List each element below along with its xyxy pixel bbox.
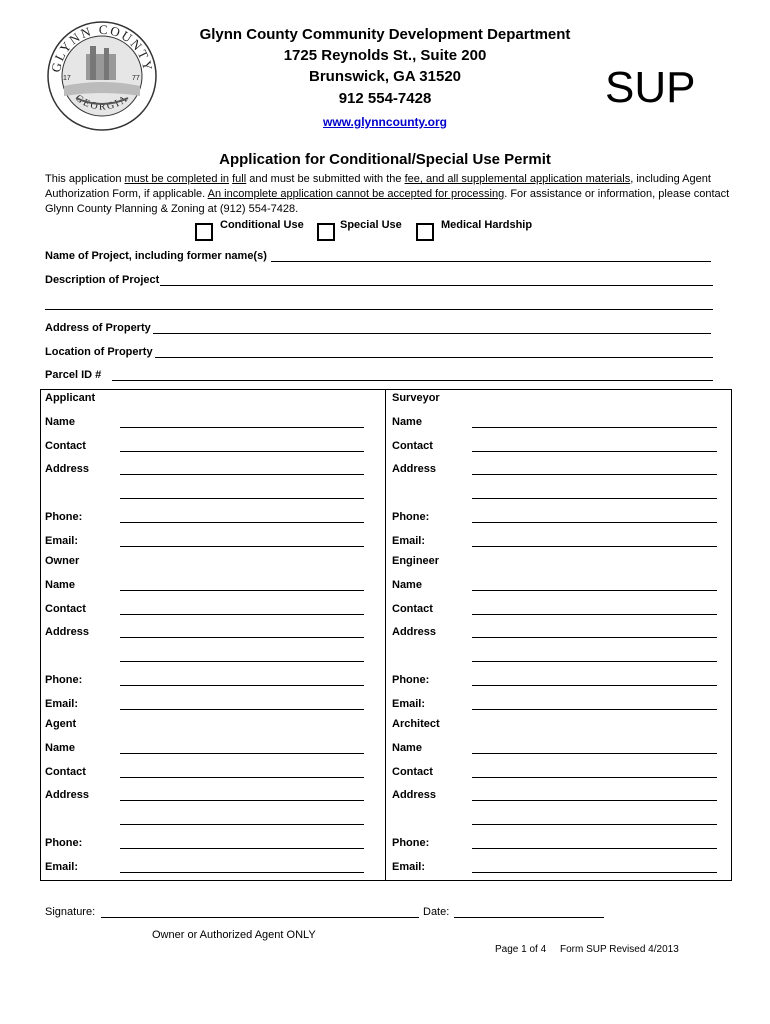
address-field[interactable]	[472, 637, 717, 638]
conditional-use-label: Conditional Use	[220, 219, 304, 231]
address-field[interactable]	[120, 637, 364, 638]
contact-label: Contact	[392, 440, 433, 452]
contacts-divider	[385, 389, 386, 881]
seal-top-text: GLYNN COUNTY	[47, 21, 157, 74]
address-label: Address	[392, 463, 437, 475]
description-field[interactable]	[160, 285, 713, 286]
phone-label: Phone:	[392, 837, 430, 849]
conditional-use-checkbox[interactable]	[195, 223, 213, 241]
email-label: Email:	[392, 535, 426, 547]
signature-field[interactable]	[101, 917, 419, 918]
property-location-field[interactable]	[155, 357, 713, 358]
email-field[interactable]	[120, 709, 364, 710]
contact-label: Contact	[392, 603, 433, 615]
section-heading: Agent	[45, 718, 77, 730]
description-label: Description of Project	[45, 274, 160, 286]
street-address: 1725 Reynolds St., Suite 200	[283, 47, 487, 64]
special-use-checkbox[interactable]	[317, 223, 335, 241]
phone-field[interactable]	[120, 848, 364, 849]
address-field[interactable]	[120, 800, 364, 801]
section-heading: Architect	[392, 718, 440, 730]
contacts-table	[40, 389, 732, 881]
address-label: Address	[45, 789, 90, 801]
website-link[interactable]: www.glynncounty.org	[323, 115, 447, 129]
section-heading: Applicant	[45, 392, 96, 404]
contact-field[interactable]	[472, 451, 717, 452]
contact-field[interactable]	[120, 451, 364, 452]
name-field[interactable]	[472, 427, 717, 428]
parcel-id-label: Parcel ID #	[45, 369, 102, 381]
contact-field[interactable]	[472, 777, 717, 778]
address-line2-field[interactable]	[472, 661, 717, 662]
email-label: Email:	[392, 698, 426, 710]
name-label: Name	[45, 579, 75, 591]
email-field[interactable]	[472, 546, 717, 547]
address-label: Address	[45, 626, 90, 638]
contact-label: Contact	[45, 440, 86, 452]
phone-field[interactable]	[120, 685, 364, 686]
phone-field[interactable]	[120, 522, 364, 523]
signature-note: Owner or Authorized Agent ONLY	[152, 929, 316, 941]
phone-label: Phone:	[45, 674, 83, 686]
property-address-field[interactable]	[153, 333, 711, 334]
address-label: Address	[45, 463, 90, 475]
name-label: Name	[392, 579, 422, 591]
contact-label: Contact	[392, 766, 433, 778]
address-label: Address	[392, 626, 437, 638]
page-number: Page 1 of 4	[495, 944, 547, 955]
phone-number: 912 554-7428	[338, 90, 432, 107]
email-field[interactable]	[120, 546, 364, 547]
email-field[interactable]	[472, 709, 717, 710]
contact-label: Contact	[45, 603, 86, 615]
email-label: Email:	[45, 861, 79, 873]
email-label: Email:	[392, 861, 426, 873]
address-field[interactable]	[120, 474, 364, 475]
parcel-id-field[interactable]	[112, 380, 713, 381]
contact-field[interactable]	[472, 614, 717, 615]
name-field[interactable]	[472, 590, 717, 591]
name-label: Name	[45, 416, 75, 428]
name-field[interactable]	[120, 427, 364, 428]
name-label: Name	[392, 416, 422, 428]
phone-field[interactable]	[472, 848, 717, 849]
medical-hardship-label: Medical Hardship	[441, 219, 533, 231]
seal-bottom-text: GEORGIA	[73, 92, 131, 113]
email-field[interactable]	[120, 872, 364, 873]
description-field-line2[interactable]	[45, 309, 713, 310]
email-label: Email:	[45, 535, 79, 547]
phone-field[interactable]	[472, 685, 717, 686]
address-line2-field[interactable]	[472, 498, 717, 499]
phone-label: Phone:	[392, 511, 430, 523]
form-revision: Form SUP Revised 4/2013	[560, 944, 679, 955]
email-label: Email:	[45, 698, 79, 710]
phone-label: Phone:	[45, 511, 83, 523]
name-label: Name	[45, 742, 75, 754]
seal-left-number: 17	[63, 75, 71, 82]
form-title: Application for Conditional/Special Use Permit	[219, 151, 551, 168]
instructions: This application must be completed in full and must be submitted with the fee, and all supplemental application materials, including Agent Authorization Form, if applicable. An incomplete application cannot be accepted for processing. For assistance or information, please contact Glynn County Planning & Zoning at (912) 554-7428.	[45, 173, 730, 215]
section-heading: Engineer	[392, 555, 440, 567]
date-label: Date:	[423, 906, 450, 918]
address-line2-field[interactable]	[120, 661, 364, 662]
name-field[interactable]	[120, 753, 364, 754]
address-line2-field[interactable]	[472, 824, 717, 825]
special-use-label: Special Use	[340, 219, 402, 231]
medical-hardship-checkbox[interactable]	[416, 223, 434, 241]
name-label: Name	[392, 742, 422, 754]
email-field[interactable]	[472, 872, 717, 873]
property-location-label: Location of Property	[45, 346, 153, 358]
phone-field[interactable]	[472, 522, 717, 523]
contact-field[interactable]	[120, 777, 364, 778]
name-field[interactable]	[472, 753, 717, 754]
address-line2-field[interactable]	[120, 498, 364, 499]
address-label: Address	[392, 789, 437, 801]
contact-field[interactable]	[120, 614, 364, 615]
date-field[interactable]	[454, 917, 604, 918]
section-heading: Surveyor	[392, 392, 440, 404]
phone-label: Phone:	[392, 674, 430, 686]
address-line2-field[interactable]	[120, 824, 364, 825]
city-address: Brunswick, GA 31520	[308, 68, 461, 85]
phone-label: Phone:	[45, 837, 83, 849]
signature-label: Signature:	[45, 906, 96, 918]
county-seal-logo	[46, 20, 158, 132]
department-name: Glynn County Community Development Department	[199, 26, 571, 43]
property-address-label: Address of Property	[45, 322, 151, 334]
section-heading: Owner	[45, 555, 80, 567]
name-field[interactable]	[120, 590, 364, 591]
seal-right-number: 77	[132, 75, 140, 82]
address-field[interactable]	[472, 474, 717, 475]
project-name-label: Name of Project, including former name(s)	[45, 250, 267, 262]
project-name-field[interactable]	[271, 261, 711, 262]
contact-label: Contact	[45, 766, 86, 778]
address-field[interactable]	[472, 800, 717, 801]
form-code: SUP	[605, 63, 696, 112]
